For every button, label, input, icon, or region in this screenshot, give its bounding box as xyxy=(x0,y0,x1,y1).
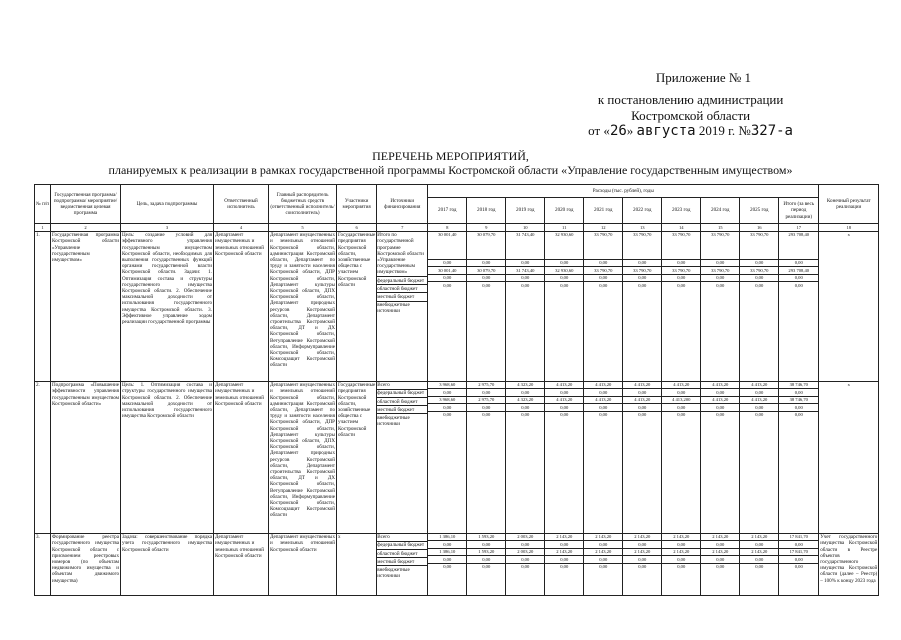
col-number: 8 xyxy=(428,224,467,232)
value-cell: 0,00 xyxy=(521,412,530,418)
value-cell: 0,00 xyxy=(545,260,583,268)
header-year: 2025 год xyxy=(740,198,779,224)
value-cell: 4 413,20 xyxy=(740,382,778,390)
header-year: 2023 год xyxy=(662,198,701,224)
row-sources xyxy=(377,381,428,533)
col-number: 1 xyxy=(35,224,51,232)
value-cell: 0,00 xyxy=(584,404,622,412)
value-cell: 0,00 xyxy=(560,412,569,418)
value-cell: 2 143,20 xyxy=(701,534,739,542)
value-cell: 0,00 xyxy=(584,556,622,564)
value-cell: 0,00 xyxy=(794,412,803,418)
header-year: 2017 год xyxy=(428,198,467,224)
col-number: 13 xyxy=(623,224,662,232)
row-values xyxy=(584,231,623,381)
header-participants: Участники мероприятия xyxy=(337,185,377,224)
value-cell: 0,00 xyxy=(638,282,647,288)
row-values xyxy=(740,231,779,381)
value-cell: 2 143,20 xyxy=(545,534,583,542)
row-goal: Цель: создание условий для эффективного управления государственным имуществом Костромской области, необходимых для выполнения государственных функций органами государственной власти Костромской области. Задачи: 1. Оптимизация состава и структуры государственного имущества Костромской области. 2. Обеспечение максимальной доходности от использования государственного имущества Костромской области. 3. Эффективное управление ходом реализации государственной программы xyxy=(121,231,214,381)
value-cell: 30 079,70 xyxy=(467,232,505,260)
value-cell: 0,00 xyxy=(662,541,700,549)
value-cell: 4 413,20 xyxy=(701,397,739,405)
value-cell: 0,00 xyxy=(677,282,686,288)
value-cell: 0,00 xyxy=(740,404,778,412)
row-values xyxy=(662,231,701,381)
value-cell: 2 143,20 xyxy=(584,549,622,557)
value-cell: 2 143,20 xyxy=(740,534,778,542)
value-cell: 4 323,20 xyxy=(506,382,544,390)
row-values xyxy=(428,533,467,595)
row-values xyxy=(662,381,701,533)
row-executor: Департамент имущественных и земельных отношений Костромской области xyxy=(214,533,269,595)
source-line: областной бюджет xyxy=(377,285,427,293)
value-cell: 2 143,20 xyxy=(623,534,661,542)
value-cell: 0,00 xyxy=(506,260,544,268)
header-executor: Ответственный исполнитель xyxy=(214,185,269,224)
value-cell: 2 975,70 xyxy=(467,382,505,390)
header-total: Итого (за весь период реализации) xyxy=(779,198,819,224)
value-cell: 33 790,70 xyxy=(740,267,778,275)
source-line: местный бюджет xyxy=(377,558,427,566)
row-values xyxy=(623,231,662,381)
value-cell: 0,00 xyxy=(677,564,686,570)
value-cell: 2 143,20 xyxy=(662,534,700,542)
value-cell: 0,00 xyxy=(467,556,505,564)
source-line: внебюджетные источники xyxy=(377,302,410,315)
value-cell: 0,00 xyxy=(599,282,608,288)
value-cell: 4 413,20 xyxy=(662,382,700,390)
value-cell: 0,00 xyxy=(506,556,544,564)
value-cell: 0,00 xyxy=(482,564,491,570)
appendix-block xyxy=(588,92,793,140)
header-goal: Цель, задача подпрограммы xyxy=(121,185,214,224)
row-result: x xyxy=(819,231,879,381)
row-values xyxy=(662,533,701,595)
table-row xyxy=(35,381,879,533)
row-sources xyxy=(377,533,428,595)
value-cell: 33 790,70 xyxy=(662,232,700,260)
value-cell: 0,00 xyxy=(443,412,452,418)
row-manager: Департамент имущественных и земельных отношений Костромской области, администрация Костромской области, Департамент по труду и занятости населения Костромской области, ДПР Костромской области, Департамент культуры Костромской области, ДПХ Костромской области, Департамент природных ресурсов Костромской области, Департамент строительства Костромской области, ДТ и ДХ Костромской области, Ветуправление Костромской области, Информуправление Костромской области, Комсоцзащит Костромской области xyxy=(269,381,337,533)
value-cell: 2 975,70 xyxy=(467,397,505,405)
col-number: 18 xyxy=(819,224,879,232)
value-cell: 0,00 xyxy=(482,412,491,418)
row-participants: x xyxy=(337,533,377,595)
header-year: 2018 год xyxy=(467,198,506,224)
row-participants: Государственные предприятия Костромской области, хозяйственные общества с участием Костромской области xyxy=(337,381,377,533)
value-cell: 2 003,20 xyxy=(506,534,544,542)
col-number: 17 xyxy=(779,224,819,232)
value-cell: 0,00 xyxy=(428,275,466,283)
value-cell: 0,00 xyxy=(506,389,544,397)
value-cell: 0,00 xyxy=(521,564,530,570)
row-program: Подпрограмма «Повышение эффективности управления государственным имуществом Костромской области» xyxy=(51,381,121,533)
source-line: Итого по государственной программе Костромской области «Управление государственным имуществом» xyxy=(377,232,427,277)
value-cell: 30 001,40 xyxy=(428,267,466,275)
document-title xyxy=(0,150,901,178)
value-cell: 0,00 xyxy=(701,541,739,549)
row-values xyxy=(467,231,506,381)
row-values xyxy=(545,381,584,533)
row-num: 3. xyxy=(35,533,51,595)
value-cell: 0,00 xyxy=(623,556,661,564)
value-cell: 4 413,200 xyxy=(662,397,700,405)
value-cell: 1 386,10 xyxy=(428,549,466,557)
appendix-line-3: Костромской области xyxy=(631,107,751,123)
row-program: Государственная программа Костромской области «Управление государственным имуществом» xyxy=(51,231,121,381)
value-cell: 0,00 xyxy=(443,282,452,288)
value-cell: 33 790,70 xyxy=(623,267,661,275)
row-values xyxy=(779,381,819,533)
row-values xyxy=(467,381,506,533)
value-cell: 0,00 xyxy=(701,556,739,564)
row-goal: Задача: совершенствование порядка учета государственного имущества Костромской области xyxy=(121,533,214,595)
value-cell: 0,00 xyxy=(716,282,725,288)
header-num: № п/п xyxy=(35,185,51,224)
value-cell: 0,00 xyxy=(662,260,700,268)
value-cell: 0,00 xyxy=(599,412,608,418)
value-cell: 0,00 xyxy=(779,541,818,549)
appendix-line-2: к постановлению администрации xyxy=(597,92,784,107)
source-line: федеральный бюджет xyxy=(377,277,427,285)
value-cell: 2 143,20 xyxy=(584,534,622,542)
table-row xyxy=(35,231,879,381)
header-program: Государственная программа/подпрограмма/ мероприятие/ ведомственная целевая программа xyxy=(51,185,121,224)
col-number: 14 xyxy=(662,224,701,232)
value-cell: 4 413,20 xyxy=(623,382,661,390)
value-cell: 33 790,70 xyxy=(584,267,622,275)
value-cell: 293 708,40 xyxy=(779,232,818,260)
value-cell: 0,00 xyxy=(740,389,778,397)
col-number: 16 xyxy=(740,224,779,232)
header-year: 2022 год xyxy=(623,198,662,224)
appendix-date-line xyxy=(588,123,793,140)
row-result: Учет государственного имущества Костромской области в Реестре объектов государственного имущества Костромской области (далее – Реестр) – 100% к концу 2023 года xyxy=(819,533,879,595)
value-cell: 0,00 xyxy=(623,541,661,549)
value-cell: 0,00 xyxy=(779,260,818,268)
value-cell: 0,00 xyxy=(755,564,764,570)
value-cell: 4 413,20 xyxy=(740,397,778,405)
row-values xyxy=(428,381,467,533)
value-cell: 0,00 xyxy=(662,389,700,397)
value-cell: 0,00 xyxy=(662,275,700,283)
col-number: 4 xyxy=(214,224,269,232)
source-line: местный бюджет xyxy=(377,406,427,414)
value-cell: 0,00 xyxy=(740,541,778,549)
value-cell: 0,00 xyxy=(545,404,583,412)
value-cell: 2 143,20 xyxy=(623,549,661,557)
date-year: 2019 г. № xyxy=(695,123,751,139)
value-cell: 0,00 xyxy=(467,389,505,397)
value-cell: 17 841,70 xyxy=(779,549,818,557)
title-line-2: планируемых к реализации в рамках государственной программы Костромской области «Управление государственным имуществом» xyxy=(108,162,793,177)
value-cell: 0,00 xyxy=(779,275,818,283)
value-cell: 0,00 xyxy=(599,564,608,570)
value-cell: 33 790,70 xyxy=(701,232,739,260)
value-cell: 0,00 xyxy=(755,412,764,418)
value-cell: 0,00 xyxy=(428,404,466,412)
row-num: 1. xyxy=(35,231,51,381)
table-row xyxy=(35,533,879,595)
value-cell: 4 323,20 xyxy=(506,397,544,405)
value-cell: 0,00 xyxy=(662,404,700,412)
value-cell: 0,00 xyxy=(545,389,583,397)
col-number: 2 xyxy=(51,224,121,232)
row-values xyxy=(701,231,740,381)
value-cell: 0,00 xyxy=(467,260,505,268)
value-cell: 0,00 xyxy=(467,541,505,549)
value-cell: 30 001,40 xyxy=(428,232,466,260)
value-cell: 1 593,20 xyxy=(467,534,505,542)
value-cell: 0,00 xyxy=(662,556,700,564)
value-cell: 3 968,60 xyxy=(428,397,466,405)
row-values xyxy=(740,381,779,533)
value-cell: 0,00 xyxy=(545,541,583,549)
value-cell: 4 413,20 xyxy=(623,397,661,405)
value-cell: 38 746,70 xyxy=(779,397,818,405)
value-cell: 4 413,20 xyxy=(545,397,583,405)
value-cell: 0,00 xyxy=(740,556,778,564)
col-number: 9 xyxy=(467,224,506,232)
value-cell: 31 743,40 xyxy=(506,267,544,275)
row-values xyxy=(779,533,819,595)
value-cell: 0,00 xyxy=(701,260,739,268)
value-cell: 0,00 xyxy=(521,282,530,288)
value-cell: 0,00 xyxy=(794,282,803,288)
value-cell: 0,00 xyxy=(701,389,739,397)
row-values xyxy=(623,533,662,595)
value-cell: 3 968,60 xyxy=(428,382,466,390)
value-cell: 0,00 xyxy=(716,564,725,570)
value-cell: 0,00 xyxy=(584,389,622,397)
col-number: 11 xyxy=(545,224,584,232)
header-year: 2019 год xyxy=(506,198,545,224)
value-cell: 0,00 xyxy=(506,275,544,283)
row-sources xyxy=(377,231,428,381)
value-cell: 0,00 xyxy=(584,541,622,549)
value-cell: 31 743,40 xyxy=(506,232,544,260)
value-cell: 38 746,70 xyxy=(779,382,818,390)
value-cell: 32 930,60 xyxy=(545,232,583,260)
header-year: 2024 год xyxy=(701,198,740,224)
value-cell: 293 708,40 xyxy=(779,267,818,275)
value-cell: 0,00 xyxy=(443,564,452,570)
value-cell: 0,00 xyxy=(623,260,661,268)
value-cell: 2 143,20 xyxy=(701,549,739,557)
value-cell: 1 386,10 xyxy=(428,534,466,542)
value-cell: 1 593,20 xyxy=(467,549,505,557)
value-cell: 2 143,20 xyxy=(545,549,583,557)
value-cell: 0,00 xyxy=(623,389,661,397)
row-values xyxy=(467,533,506,595)
source-line: федеральный бюджет xyxy=(377,390,427,398)
source-line: федеральный бюджет xyxy=(377,542,427,550)
value-cell: 0,00 xyxy=(779,556,818,564)
value-cell: 0,00 xyxy=(560,282,569,288)
header-manager: Главный распорядитель бюджетных средств (ответственный исполнитель/соисполнитель) xyxy=(269,185,337,224)
row-goal: Цель: 1. Оптимизация состава и структуры государственного имущества Костромской области. 2. Обеспечение максимальной доходности от использования государственного имущества Костромской области xyxy=(121,381,214,533)
col-number: 6 xyxy=(337,224,377,232)
header-result: Конечный результат реализации xyxy=(819,185,879,224)
value-cell: 0,00 xyxy=(428,556,466,564)
header-sources: Источники финансирования xyxy=(377,185,428,224)
header-year: 2020 год xyxy=(545,198,584,224)
value-cell: 33 790,70 xyxy=(662,267,700,275)
value-cell: 0,00 xyxy=(701,275,739,283)
value-cell: 0,00 xyxy=(506,541,544,549)
value-cell: 4 413,20 xyxy=(701,382,739,390)
value-cell: 0,00 xyxy=(545,275,583,283)
row-num: 2. xyxy=(35,381,51,533)
value-cell: 32 930,60 xyxy=(545,267,583,275)
row-program: Формирование реестра государственного имущества Костромской области с присвоением реестровых номеров (по объектам недвижимого имущества и объектам движимого имущества) xyxy=(51,533,121,595)
value-cell: 0,00 xyxy=(779,389,818,397)
value-cell: 0,00 xyxy=(701,404,739,412)
column-number-row xyxy=(35,224,879,232)
value-cell: 0,00 xyxy=(755,282,764,288)
measures-table xyxy=(34,184,879,596)
row-values xyxy=(506,381,545,533)
value-cell: 2 003,20 xyxy=(506,549,544,557)
source-line: областной бюджет xyxy=(377,550,427,558)
col-number: 12 xyxy=(584,224,623,232)
value-cell: 17 841,70 xyxy=(779,534,818,542)
value-cell: 0,00 xyxy=(638,564,647,570)
source-line: Всего xyxy=(377,382,427,390)
title-line-1: ПЕРЕЧЕНЬ МЕРОПРИЯТИЙ, xyxy=(372,149,529,163)
value-cell: 0,00 xyxy=(428,260,466,268)
col-number: 7 xyxy=(377,224,428,232)
row-values xyxy=(584,533,623,595)
value-cell: 0,00 xyxy=(794,564,803,570)
row-values xyxy=(623,381,662,533)
source-line: внебюджетные источники xyxy=(377,414,410,428)
value-cell: 33 790,70 xyxy=(740,232,778,260)
row-values xyxy=(779,231,819,381)
value-cell: 0,00 xyxy=(545,556,583,564)
value-cell: 0,00 xyxy=(740,275,778,283)
row-executor: Департамент имущественных и земельных отношений Костромской области xyxy=(214,381,269,533)
row-participants: Государственные предприятия Костромской области, хозяйственные общества с участием Костромской области xyxy=(337,231,377,381)
row-result: x xyxy=(819,381,879,533)
col-number: 5 xyxy=(269,224,337,232)
row-values xyxy=(545,231,584,381)
value-cell: 0,00 xyxy=(428,541,466,549)
date-month: августа xyxy=(636,123,696,140)
row-values xyxy=(428,231,467,381)
value-cell: 33 790,70 xyxy=(701,267,739,275)
date-number: 327-а xyxy=(750,123,793,140)
value-cell: 0,00 xyxy=(560,564,569,570)
value-cell: 4 413,20 xyxy=(584,397,622,405)
value-cell: 2 143,20 xyxy=(740,549,778,557)
value-cell: 0,00 xyxy=(584,275,622,283)
row-values xyxy=(584,381,623,533)
date-mid: » xyxy=(626,123,637,139)
row-executor: Департамент имущественных и земельных отношений Костромской области xyxy=(214,231,269,381)
value-cell: 0,00 xyxy=(506,404,544,412)
value-cell: 2 143,20 xyxy=(662,549,700,557)
date-prefix: от « xyxy=(588,123,610,139)
value-cell: 0,00 xyxy=(467,404,505,412)
row-values xyxy=(740,533,779,595)
value-cell: 4 413,20 xyxy=(584,382,622,390)
source-line: внебюджетные источники xyxy=(377,566,410,580)
value-cell: 0,00 xyxy=(623,275,661,283)
date-day: 26 xyxy=(609,123,627,140)
header-expenses-group: Расходы (тыс. рублей), годы xyxy=(428,185,819,198)
row-values xyxy=(701,381,740,533)
value-cell: 0,00 xyxy=(716,412,725,418)
col-number: 15 xyxy=(701,224,740,232)
value-cell: 0,00 xyxy=(740,260,778,268)
row-values xyxy=(506,231,545,381)
header-year: 2021 год xyxy=(584,198,623,224)
row-values xyxy=(701,533,740,595)
source-line: местный бюджет xyxy=(377,293,427,301)
value-cell: 0,00 xyxy=(482,282,491,288)
value-cell: 0,00 xyxy=(623,404,661,412)
value-cell: 0,00 xyxy=(428,389,466,397)
value-cell: 0,00 xyxy=(584,260,622,268)
value-cell: 0,00 xyxy=(467,275,505,283)
appendix-title: Приложение № 1 xyxy=(655,70,751,85)
source-line: областной бюджет xyxy=(377,398,427,406)
value-cell: 0,00 xyxy=(638,412,647,418)
source-line: Всего xyxy=(377,534,427,542)
value-cell: 0,00 xyxy=(779,404,818,412)
col-number: 10 xyxy=(506,224,545,232)
value-cell: 33 790,70 xyxy=(584,232,622,260)
value-cell: 0,00 xyxy=(677,412,686,418)
row-values xyxy=(506,533,545,595)
value-cell: 30 079,70 xyxy=(467,267,505,275)
row-manager: Департамент имущественных и земельных отношений Костромской области, администрация Костромской области, Департамент по труду и занятости населения Костромской области, ДПР Костромской области, Департамент культуры Костромской области, ДПХ Костромской области, Департамент природных ресурсов Костромской области, Департамент строительства Костромской области, ДТ и ДХ Костромской области, Ветуправление Костромской области, Информуправление Костромской области, Комсоцзащит Костромской области xyxy=(269,231,337,381)
row-values xyxy=(545,533,584,595)
row-manager: Департамент имущественных и земельных отношений Костромской области xyxy=(269,533,337,595)
value-cell: 4 413,20 xyxy=(545,382,583,390)
value-cell: 33 790,70 xyxy=(623,232,661,260)
col-number: 3 xyxy=(121,224,214,232)
